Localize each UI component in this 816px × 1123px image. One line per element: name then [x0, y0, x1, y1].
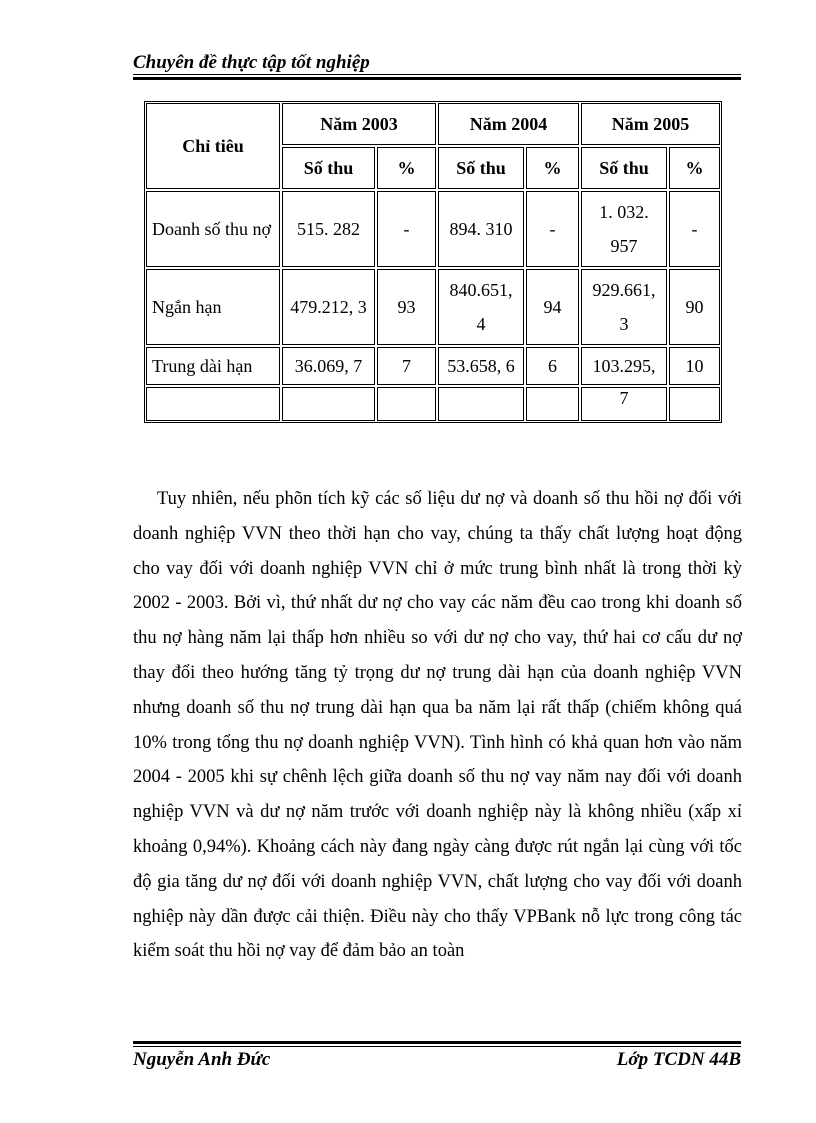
subheader-amount: Số thu	[438, 147, 524, 189]
table-cell: 93	[377, 269, 436, 345]
table-cell: 7	[581, 387, 667, 421]
table-cell	[282, 387, 375, 421]
table-cell: 7	[377, 347, 436, 385]
table-row	[146, 347, 720, 385]
table-row	[146, 387, 720, 421]
header-year-2004: Năm 2004	[438, 103, 579, 145]
table-cell: 103.295,	[581, 347, 667, 385]
row-label	[146, 387, 280, 421]
table-cell	[438, 387, 524, 421]
header-indicator: Chỉ tiêu	[146, 103, 280, 189]
table-cell: -	[526, 191, 579, 267]
footer-rule-thick	[133, 1041, 741, 1044]
subheader-percent: %	[377, 147, 436, 189]
table-row	[146, 269, 720, 345]
subheader-amount: Số thu	[282, 147, 375, 189]
table-cell: -	[669, 191, 720, 267]
table-cell: 929.661, 3	[581, 269, 667, 345]
table-cell: 479.212, 3	[282, 269, 375, 345]
table-cell: 10	[669, 347, 720, 385]
table-row	[146, 191, 720, 267]
header-rule-thin	[133, 74, 741, 75]
table-cell: 515. 282	[282, 191, 375, 267]
table-cell: 6	[526, 347, 579, 385]
table-cell	[669, 387, 720, 421]
table-cell: 840.651, 4	[438, 269, 524, 345]
footer-class: Lớp TCDN 44B	[616, 1049, 741, 1070]
table-cell: -	[377, 191, 436, 267]
row-label: Ngắn hạn	[146, 269, 280, 345]
table-cell: 1. 032. 957	[581, 191, 667, 267]
table-cell: 36.069, 7	[282, 347, 375, 385]
header-rule-thick	[133, 77, 741, 80]
table-cell: 53.658, 6	[438, 347, 524, 385]
subheader-percent: %	[526, 147, 579, 189]
debt-collection-table	[144, 101, 722, 423]
table-cell: 94	[526, 269, 579, 345]
body-paragraph-text: Tuy nhiên, nếu phõn tích kỹ các số liệu dư nợ và doanh số thu hồi nợ đối với doanh nghiệp VVN theo thời hạn cho vay, chúng ta thấy chất lượng hoạt động cho vay đối với doanh nghiệp VVN chỉ ở mức trung bình nhất là trong thời kỳ 2002 - 2003. Bởi vì, thứ nhất dư nợ cho vay các năm đều cao trong khi doanh số thu nợ hàng năm lại thấp hơn nhiều so với dư nợ cho vay, thứ hai cơ cấu dư nợ thay đổi theo hướng tăng tỷ trọng dư nợ trung dài hạn của doanh nghiệp VVN nhưng doanh số thu nợ trung dài hạn qua ba năm lại rất thấp (chiếm không quá 10% trong tổng thu nợ doanh nghiệp VVN). Tình hình có khả quan hơn vào năm 2004 - 2005 khi sự chênh lệch giữa doanh số thu nợ vay năm nay đối với doanh nghiệp VVN và dư nợ năm trước với doanh nghiệp này là không nhiều (xấp xỉ khoảng 0,94%). Khoảng cách này đang ngày càng được rút ngắn lại cùng với tốc độ gia tăng dư nợ đối với doanh nghiệp VVN, chất lượng cho vay đối với doanh nghiệp này dần được cải thiện. Điều này cho thấy VPBank nỗ lực trong công tác kiểm soát thu hồi nợ vay để đảm bảo an toàn	[133, 489, 742, 962]
subheader-percent: %	[669, 147, 720, 189]
footer-author: Nguyễn Anh Đức	[133, 1049, 271, 1070]
footer-rule-thin	[133, 1046, 741, 1047]
row-label: Doanh số thu nợ	[146, 191, 280, 267]
table-cell	[377, 387, 436, 421]
body-paragraph	[133, 482, 742, 969]
table-cell	[526, 387, 579, 421]
header-year-2003: Năm 2003	[282, 103, 436, 145]
table-cell: 894. 310	[438, 191, 524, 267]
page-header-title: Chuyên đề thực tập tốt nghiệp	[133, 52, 370, 73]
table-cell: 90	[669, 269, 720, 345]
header-year-2005: Năm 2005	[581, 103, 720, 145]
row-label: Trung dài hạn	[146, 347, 280, 385]
subheader-amount: Số thu	[581, 147, 667, 189]
